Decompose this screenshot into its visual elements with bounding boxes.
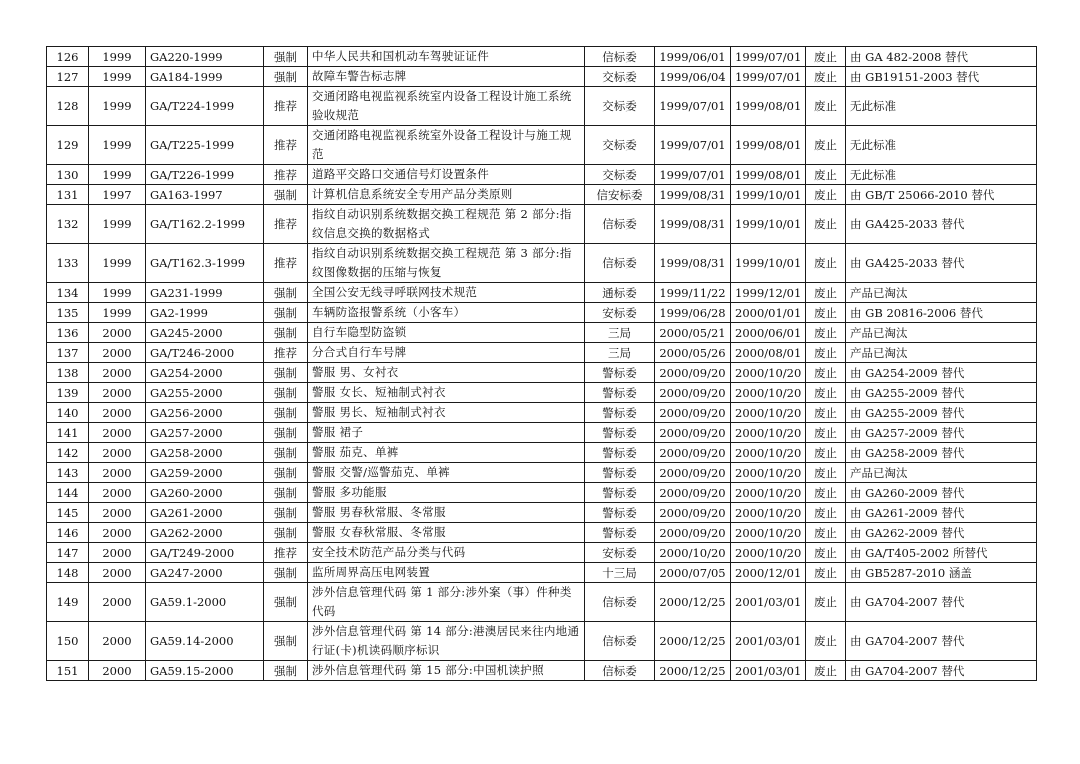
row-number: 131 [47, 185, 89, 205]
table-row [47, 622, 1037, 661]
effective-date: 1999/12/01 [731, 283, 806, 303]
effective-date: 2000/10/20 [731, 443, 806, 463]
effective-date: 2000/10/20 [731, 483, 806, 503]
standard-name: 涉外信息管理代码 第 14 部分:港澳居民来往内地通行证(卡)机读码顺序标识 [308, 622, 585, 661]
status-cell: 废止 [806, 343, 846, 363]
effective-date: 2001/03/01 [731, 622, 806, 661]
year-cell: 2000 [89, 523, 146, 543]
table-row [47, 523, 1037, 543]
standard-code: GA/T225-1999 [146, 126, 264, 165]
effective-date: 1999/07/01 [731, 47, 806, 67]
standard-name: 涉外信息管理代码 第 1 部分:涉外案（事）件种类代码 [308, 583, 585, 622]
table-row [47, 244, 1037, 283]
issuing-org: 通标委 [585, 283, 655, 303]
status-cell: 废止 [806, 523, 846, 543]
row-number: 138 [47, 363, 89, 383]
row-number: 146 [47, 523, 89, 543]
standard-name: 分合式自行车号牌 [308, 343, 585, 363]
issuing-org: 三局 [585, 343, 655, 363]
status-cell: 废止 [806, 303, 846, 323]
replacement-note: 由 GA/T405-2002 所替代 [846, 543, 1037, 563]
issuing-org: 交标委 [585, 165, 655, 185]
issuing-org: 警标委 [585, 403, 655, 423]
table-row [47, 563, 1037, 583]
replacement-note: 由 GA704-2007 替代 [846, 583, 1037, 622]
effective-date: 2000/10/20 [731, 403, 806, 423]
table-row [47, 323, 1037, 343]
status-cell: 废止 [806, 563, 846, 583]
table-row [47, 661, 1037, 681]
effective-date: 2000/10/20 [731, 523, 806, 543]
standard-type: 强制 [264, 463, 308, 483]
standard-name: 自行车隐型防盗锁 [308, 323, 585, 343]
publish-date: 2000/05/21 [655, 323, 731, 343]
table-row [47, 67, 1037, 87]
row-number: 140 [47, 403, 89, 423]
row-number: 142 [47, 443, 89, 463]
year-cell: 2000 [89, 463, 146, 483]
standard-type: 推荐 [264, 165, 308, 185]
effective-date: 2000/10/20 [731, 503, 806, 523]
standard-code: GA59.14-2000 [146, 622, 264, 661]
table-row [47, 503, 1037, 523]
status-cell: 废止 [806, 185, 846, 205]
replacement-note: 由 GA704-2007 替代 [846, 622, 1037, 661]
table-row [47, 463, 1037, 483]
effective-date: 1999/08/01 [731, 87, 806, 126]
year-cell: 2000 [89, 343, 146, 363]
row-number: 139 [47, 383, 89, 403]
standard-code: GA/T162.2-1999 [146, 205, 264, 244]
standard-type: 推荐 [264, 244, 308, 283]
effective-date: 2000/12/01 [731, 563, 806, 583]
standard-code: GA259-2000 [146, 463, 264, 483]
standard-code: GA245-2000 [146, 323, 264, 343]
publish-date: 2000/09/20 [655, 383, 731, 403]
replacement-note: 由 GA257-2009 替代 [846, 423, 1037, 443]
standard-type: 强制 [264, 303, 308, 323]
year-cell: 2000 [89, 622, 146, 661]
issuing-org: 交标委 [585, 126, 655, 165]
standard-code: GA/T224-1999 [146, 87, 264, 126]
standard-type: 强制 [264, 323, 308, 343]
standard-type: 推荐 [264, 543, 308, 563]
standard-code: GA163-1997 [146, 185, 264, 205]
publish-date: 1999/06/01 [655, 47, 731, 67]
effective-date: 1999/07/01 [731, 67, 806, 87]
standard-type: 强制 [264, 67, 308, 87]
effective-date: 2001/03/01 [731, 661, 806, 681]
replacement-note: 产品已淘汰 [846, 323, 1037, 343]
effective-date: 2000/06/01 [731, 323, 806, 343]
year-cell: 2000 [89, 383, 146, 403]
replacement-note: 由 GA704-2007 替代 [846, 661, 1037, 681]
standard-code: GA/T162.3-1999 [146, 244, 264, 283]
publish-date: 2000/09/20 [655, 363, 731, 383]
table-row [47, 483, 1037, 503]
effective-date: 2000/10/20 [731, 543, 806, 563]
replacement-note: 由 GB19151-2003 替代 [846, 67, 1037, 87]
standard-type: 强制 [264, 283, 308, 303]
standard-code: GA220-1999 [146, 47, 264, 67]
standard-code: GA257-2000 [146, 423, 264, 443]
standard-name: 故障车警告标志牌 [308, 67, 585, 87]
publish-date: 1999/11/22 [655, 283, 731, 303]
standard-name: 警服 男春秋常服、冬常服 [308, 503, 585, 523]
status-cell: 废止 [806, 622, 846, 661]
replacement-note: 由 GA425-2033 替代 [846, 244, 1037, 283]
standard-type: 强制 [264, 443, 308, 463]
issuing-org: 三局 [585, 323, 655, 343]
standard-code: GA255-2000 [146, 383, 264, 403]
standard-type: 强制 [264, 503, 308, 523]
row-number: 147 [47, 543, 89, 563]
publish-date: 2000/07/05 [655, 563, 731, 583]
status-cell: 废止 [806, 323, 846, 343]
status-cell: 废止 [806, 661, 846, 681]
publish-date: 2000/09/20 [655, 483, 731, 503]
row-number: 134 [47, 283, 89, 303]
standard-name: 中华人民共和国机动车驾驶证证件 [308, 47, 585, 67]
effective-date: 1999/08/01 [731, 126, 806, 165]
status-cell: 废止 [806, 363, 846, 383]
table-row [47, 283, 1037, 303]
standard-name: 计算机信息系统安全专用产品分类原则 [308, 185, 585, 205]
status-cell: 废止 [806, 583, 846, 622]
status-cell: 废止 [806, 67, 846, 87]
standard-code: GA231-1999 [146, 283, 264, 303]
replacement-note: 由 GA262-2009 替代 [846, 523, 1037, 543]
status-cell: 废止 [806, 463, 846, 483]
year-cell: 2000 [89, 503, 146, 523]
effective-date: 2001/03/01 [731, 583, 806, 622]
replacement-note: 由 GA261-2009 替代 [846, 503, 1037, 523]
row-number: 135 [47, 303, 89, 323]
year-cell: 1999 [89, 283, 146, 303]
issuing-org: 信标委 [585, 661, 655, 681]
standard-type: 推荐 [264, 126, 308, 165]
publish-date: 1999/07/01 [655, 87, 731, 126]
effective-date: 2000/10/20 [731, 383, 806, 403]
issuing-org: 警标委 [585, 523, 655, 543]
year-cell: 2000 [89, 483, 146, 503]
publish-date: 1999/07/01 [655, 165, 731, 185]
effective-date: 1999/10/01 [731, 244, 806, 283]
standard-name: 警服 多功能服 [308, 483, 585, 503]
status-cell: 废止 [806, 205, 846, 244]
standard-type: 推荐 [264, 205, 308, 244]
replacement-note: 由 GA255-2009 替代 [846, 383, 1037, 403]
issuing-org: 信标委 [585, 205, 655, 244]
row-number: 127 [47, 67, 89, 87]
standard-code: GA247-2000 [146, 563, 264, 583]
standard-name: 道路平交路口交通信号灯设置条件 [308, 165, 585, 185]
row-number: 130 [47, 165, 89, 185]
publish-date: 1999/08/31 [655, 185, 731, 205]
row-number: 137 [47, 343, 89, 363]
year-cell: 2000 [89, 443, 146, 463]
issuing-org: 交标委 [585, 67, 655, 87]
table-row [47, 47, 1037, 67]
year-cell: 2000 [89, 583, 146, 622]
standard-name: 涉外信息管理代码 第 15 部分:中国机读护照 [308, 661, 585, 681]
standard-name: 交通闭路电视监视系统室内设备工程设计施工系统验收规范 [308, 87, 585, 126]
status-cell: 废止 [806, 423, 846, 443]
issuing-org: 警标委 [585, 423, 655, 443]
publish-date: 1999/08/31 [655, 244, 731, 283]
replacement-note: 由 GA255-2009 替代 [846, 403, 1037, 423]
year-cell: 2000 [89, 661, 146, 681]
issuing-org: 警标委 [585, 383, 655, 403]
effective-date: 2000/01/01 [731, 303, 806, 323]
status-cell: 废止 [806, 483, 846, 503]
standard-type: 强制 [264, 483, 308, 503]
standard-type: 强制 [264, 383, 308, 403]
publish-date: 2000/12/25 [655, 622, 731, 661]
year-cell: 2000 [89, 543, 146, 563]
standard-name: 全国公安无线寻呼联网技术规范 [308, 283, 585, 303]
standards-table [46, 46, 1037, 681]
issuing-org: 信标委 [585, 622, 655, 661]
effective-date: 2000/08/01 [731, 343, 806, 363]
row-number: 144 [47, 483, 89, 503]
table-row [47, 343, 1037, 363]
status-cell: 废止 [806, 403, 846, 423]
year-cell: 1999 [89, 303, 146, 323]
publish-date: 1999/07/01 [655, 126, 731, 165]
year-cell: 1999 [89, 87, 146, 126]
year-cell: 1999 [89, 205, 146, 244]
issuing-org: 信安标委 [585, 185, 655, 205]
row-number: 128 [47, 87, 89, 126]
year-cell: 1999 [89, 165, 146, 185]
publish-date: 2000/09/20 [655, 523, 731, 543]
standard-type: 强制 [264, 622, 308, 661]
publish-date: 2000/12/25 [655, 661, 731, 681]
year-cell: 2000 [89, 323, 146, 343]
status-cell: 废止 [806, 543, 846, 563]
standard-code: GA262-2000 [146, 523, 264, 543]
row-number: 126 [47, 47, 89, 67]
year-cell: 2000 [89, 423, 146, 443]
status-cell: 废止 [806, 383, 846, 403]
table-row [47, 303, 1037, 323]
issuing-org: 警标委 [585, 363, 655, 383]
table-row [47, 87, 1037, 126]
row-number: 145 [47, 503, 89, 523]
effective-date: 1999/10/01 [731, 205, 806, 244]
effective-date: 2000/10/20 [731, 463, 806, 483]
standard-code: GA260-2000 [146, 483, 264, 503]
table-row [47, 423, 1037, 443]
replacement-note: 由 GB 20816-2006 替代 [846, 303, 1037, 323]
replacement-note: 由 GB/T 25066-2010 替代 [846, 185, 1037, 205]
standard-name: 交通闭路电视监视系统室外设备工程设计与施工规范 [308, 126, 585, 165]
standard-type: 强制 [264, 185, 308, 205]
replacement-note: 无此标准 [846, 87, 1037, 126]
row-number: 132 [47, 205, 89, 244]
effective-date: 1999/08/01 [731, 165, 806, 185]
publish-date: 2000/09/20 [655, 443, 731, 463]
status-cell: 废止 [806, 87, 846, 126]
publish-date: 2000/09/20 [655, 463, 731, 483]
standard-type: 强制 [264, 47, 308, 67]
issuing-org: 信标委 [585, 244, 655, 283]
standard-type: 强制 [264, 423, 308, 443]
table-row [47, 185, 1037, 205]
issuing-org: 信标委 [585, 583, 655, 622]
issuing-org: 安标委 [585, 543, 655, 563]
standard-code: GA261-2000 [146, 503, 264, 523]
row-number: 143 [47, 463, 89, 483]
standard-code: GA254-2000 [146, 363, 264, 383]
row-number: 141 [47, 423, 89, 443]
standard-name: 监所周界高压电网装置 [308, 563, 585, 583]
replacement-note: 产品已淘汰 [846, 343, 1037, 363]
row-number: 129 [47, 126, 89, 165]
standard-name: 安全技术防范产品分类与代码 [308, 543, 585, 563]
table-row [47, 543, 1037, 563]
publish-date: 2000/05/26 [655, 343, 731, 363]
status-cell: 废止 [806, 283, 846, 303]
standard-type: 强制 [264, 403, 308, 423]
row-number: 149 [47, 583, 89, 622]
year-cell: 2000 [89, 363, 146, 383]
status-cell: 废止 [806, 165, 846, 185]
effective-date: 1999/10/01 [731, 185, 806, 205]
effective-date: 2000/10/20 [731, 363, 806, 383]
replacement-note: 产品已淘汰 [846, 463, 1037, 483]
status-cell: 废止 [806, 443, 846, 463]
standard-code: GA2-1999 [146, 303, 264, 323]
standard-code: GA59.1-2000 [146, 583, 264, 622]
issuing-org: 交标委 [585, 87, 655, 126]
standard-type: 推荐 [264, 343, 308, 363]
standard-name: 警服 裙子 [308, 423, 585, 443]
effective-date: 2000/10/20 [731, 423, 806, 443]
publish-date: 2000/09/20 [655, 503, 731, 523]
publish-date: 1999/08/31 [655, 205, 731, 244]
status-cell: 废止 [806, 126, 846, 165]
standard-type: 强制 [264, 661, 308, 681]
table-row [47, 363, 1037, 383]
standard-name: 警服 茄克、单裤 [308, 443, 585, 463]
issuing-org: 警标委 [585, 483, 655, 503]
replacement-note: 由 GA425-2033 替代 [846, 205, 1037, 244]
row-number: 150 [47, 622, 89, 661]
issuing-org: 信标委 [585, 47, 655, 67]
status-cell: 废止 [806, 244, 846, 283]
table-row [47, 165, 1037, 185]
year-cell: 1999 [89, 47, 146, 67]
status-cell: 废止 [806, 47, 846, 67]
issuing-org: 警标委 [585, 443, 655, 463]
standard-type: 强制 [264, 563, 308, 583]
year-cell: 2000 [89, 403, 146, 423]
year-cell: 1997 [89, 185, 146, 205]
standard-name: 指纹自动识别系统数据交换工程规范 第 3 部分:指纹图像数据的压缩与恢复 [308, 244, 585, 283]
replacement-note: 无此标准 [846, 126, 1037, 165]
standard-code: GA258-2000 [146, 443, 264, 463]
publish-date: 1999/06/28 [655, 303, 731, 323]
standard-code: GA256-2000 [146, 403, 264, 423]
standard-name: 警服 男长、短袖制式衬衣 [308, 403, 585, 423]
table-row [47, 383, 1037, 403]
standard-type: 强制 [264, 523, 308, 543]
standard-name: 车辆防盗报警系统（小客车） [308, 303, 585, 323]
standard-name: 警服 男、女衬衣 [308, 363, 585, 383]
standard-code: GA59.15-2000 [146, 661, 264, 681]
standard-code: GA/T246-2000 [146, 343, 264, 363]
year-cell: 1999 [89, 126, 146, 165]
table-row [47, 126, 1037, 165]
year-cell: 1999 [89, 67, 146, 87]
row-number: 148 [47, 563, 89, 583]
standard-type: 强制 [264, 583, 308, 622]
publish-date: 1999/06/04 [655, 67, 731, 87]
replacement-note: 无此标准 [846, 165, 1037, 185]
table-row [47, 583, 1037, 622]
standard-code: GA/T226-1999 [146, 165, 264, 185]
standard-name: 指纹自动识别系统数据交换工程规范 第 2 部分:指纹信息交换的数据格式 [308, 205, 585, 244]
replacement-note: 产品已淘汰 [846, 283, 1037, 303]
issuing-org: 安标委 [585, 303, 655, 323]
publish-date: 2000/10/20 [655, 543, 731, 563]
standard-code: GA/T249-2000 [146, 543, 264, 563]
publish-date: 2000/09/20 [655, 423, 731, 443]
row-number: 133 [47, 244, 89, 283]
replacement-note: 由 GB5287-2010 涵盖 [846, 563, 1037, 583]
issuing-org: 十三局 [585, 563, 655, 583]
replacement-note: 由 GA258-2009 替代 [846, 443, 1037, 463]
year-cell: 2000 [89, 563, 146, 583]
year-cell: 1999 [89, 244, 146, 283]
replacement-note: 由 GA260-2009 替代 [846, 483, 1037, 503]
table-row [47, 205, 1037, 244]
table-row [47, 443, 1037, 463]
standard-code: GA184-1999 [146, 67, 264, 87]
standard-name: 警服 女春秋常服、冬常服 [308, 523, 585, 543]
standard-type: 强制 [264, 363, 308, 383]
row-number: 136 [47, 323, 89, 343]
replacement-note: 由 GA254-2009 替代 [846, 363, 1037, 383]
status-cell: 废止 [806, 503, 846, 523]
issuing-org: 警标委 [585, 503, 655, 523]
publish-date: 2000/12/25 [655, 583, 731, 622]
row-number: 151 [47, 661, 89, 681]
standard-type: 推荐 [264, 87, 308, 126]
replacement-note: 由 GA 482-2008 替代 [846, 47, 1037, 67]
table-row [47, 403, 1037, 423]
issuing-org: 警标委 [585, 463, 655, 483]
publish-date: 2000/09/20 [655, 403, 731, 423]
standard-name: 警服 女长、短袖制式衬衣 [308, 383, 585, 403]
standard-name: 警服 交警/巡警茄克、单裤 [308, 463, 585, 483]
